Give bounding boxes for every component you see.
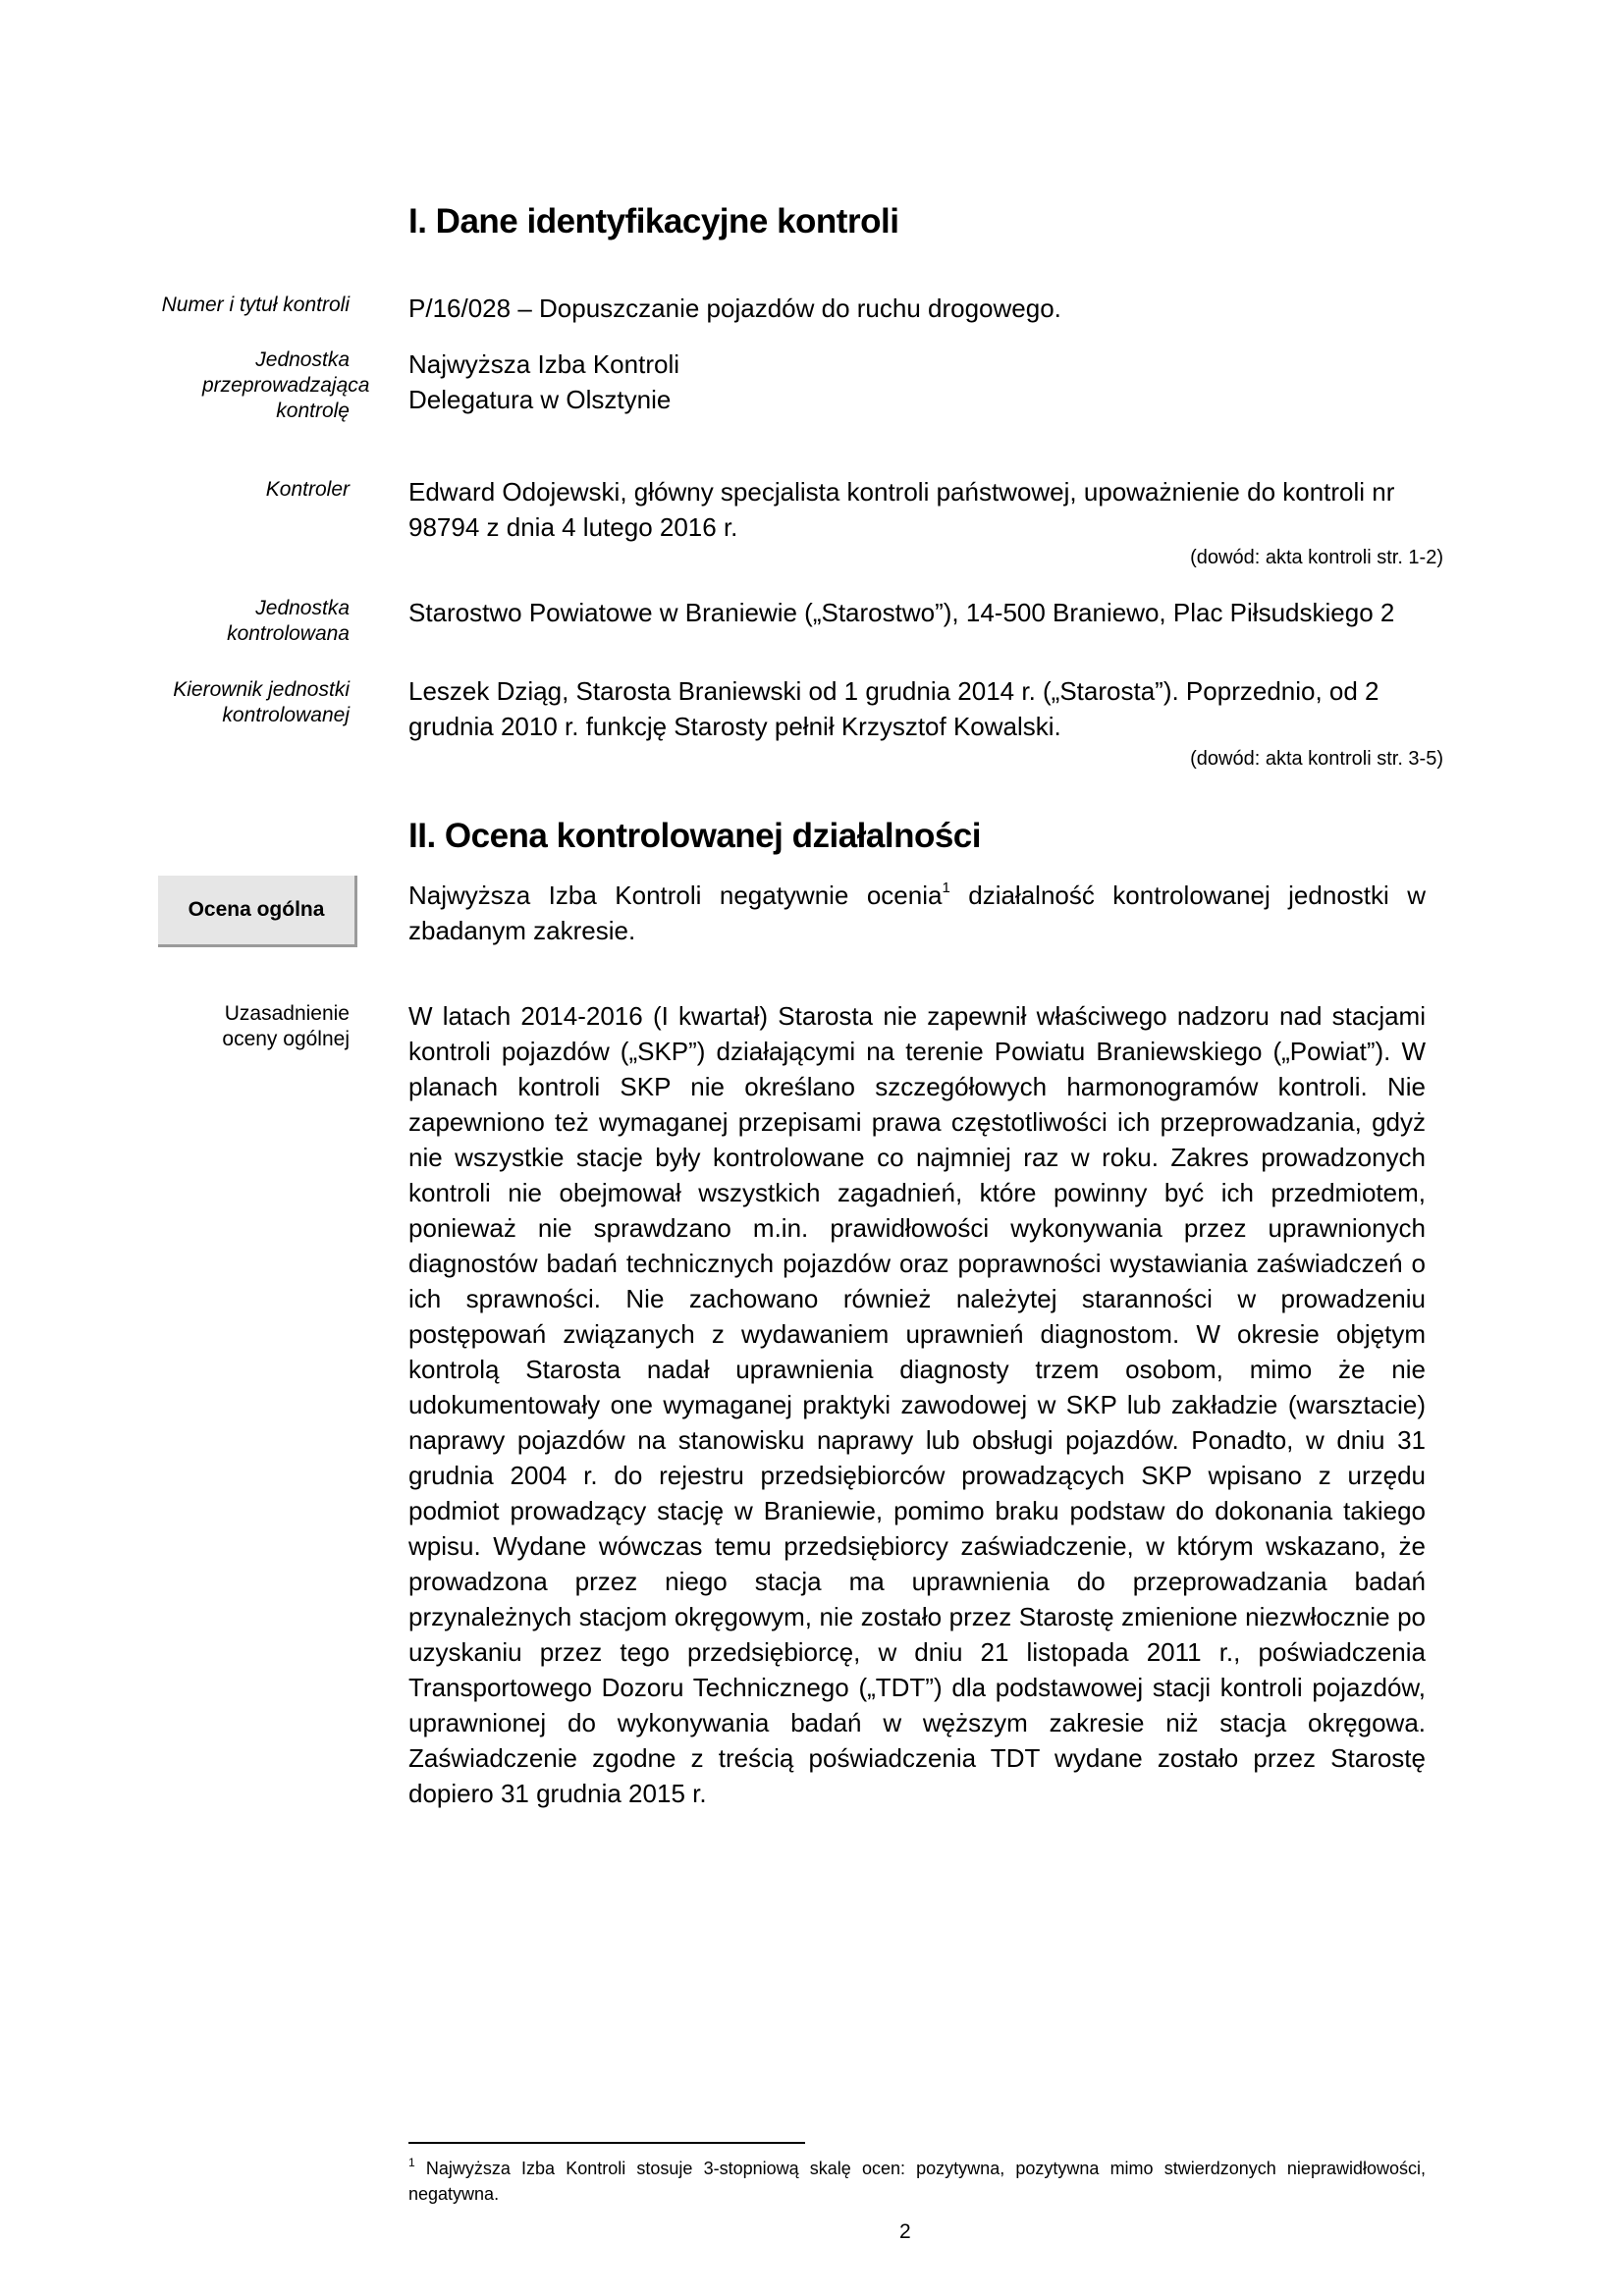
conducting-unit-line-1: Najwyższa Izba Kontroli — [408, 349, 679, 379]
evidence-note-1: (dowód: akta kontroli str. 1-2) — [1190, 547, 1443, 568]
label-control-number: Numer i tytuł kontroli — [161, 294, 350, 316]
footnote — [408, 2156, 1426, 2207]
footnote-reference: 1 — [942, 880, 950, 897]
overall-text-part-1: Najwyższa Izba Kontroli negatywnie ocenia — [408, 881, 943, 910]
label-controlled-unit: Jednostka kontrolowana — [227, 597, 350, 645]
label-unit-head: Kierownik jednostki kontrolowanej — [173, 678, 350, 726]
evidence-note-2: (dowód: akta kontroli str. 3-5) — [1190, 748, 1443, 770]
footnote-text: Najwyższa Izba Kontroli stosuje 3-stopniową skalę ocen: pozytywna, pozytywna mimo stwierdzonych nieprawidłowości, negatywna. — [408, 2159, 1426, 2204]
overall-assessment-label-box — [158, 876, 357, 947]
justification-text: W latach 2014-2016 (I kwartał) Starosta nie zapewnił właściwego nadzoru nad stacjami kontroli pojazdów („SKP”) działającymi na terenie Powiatu Braniewskiego („Powiat”). W planach kontroli SKP nie określano szczegółowych harmonogramów kontroli. Nie zapewniono też wymaganej przepisami prawa częstotliwości ich przeprowadzania, gdyż nie wszystkie stacje były kontrolowane co najmniej raz w roku. Zakres prowadzonych kontroli nie obejmował wszystkich zagadnień, które powinny być ich przedmiotem, ponieważ nie sprawdzano m.in. prawidłowości wykonywania przez uprawnionych diagnostów badań technicznych pojazdów oraz poprawności wystawiania zaświadczeń o ich sprawności. Nie zachowano również należytej staranności w prowadzeniu postępowań związanych z wydawaniem uprawnień diagnostom. W okresie objętym kontrolą Starosta nadał uprawnienia diagnosty trzem osobom, mimo że nie udokumentowały one wymaganej praktyki zawodowej w SKP lub zakładzie (warsztacie) naprawy pojazdów na stanowisku naprawy lub obsługi pojazdów. Ponadto, w dniu 31 grudnia 2004 r. do rejestru przedsiębiorców prowadzących SKP wpisano z urzędu podmiot prowadzący stację w Braniewie, pomimo braku podstaw do dokonania takiego wpisu. Wydane wówczas temu przedsiębiorcy zaświadczenie, w którym wskazano, że prowadzona przez niego stacja ma uprawnienia do przeprowadzania badań przynależnych stacjom okręgowym, nie zostało przez Starostę zmienione niezwłocznie po uzyskaniu przez tego przedsiębiorcę, w dniu 21 listopada 2011 r., poświadczenia Transportowego Dozoru Technicznego („TDT”) dla podstawowej stacji kontroli pojazdów, uprawnionej do wykonywania badań w węższym zakresie niż stacja okręgowa. Zaświadczenie zgodne z treścią poświadczenia TDT wydane zostało przez Starostę dopiero 31 grudnia 2015 r. — [408, 1001, 1426, 1808]
value-controlled-unit: Starostwo Powiatowe w Braniewie („Starostwo”), 14-500 Braniewo, Plac Piłsudskiego 2 — [408, 598, 1395, 627]
value-controller: Edward Odojewski, główny specjalista kontroli państwowej, upoważnienie do kontroli nr 98794 z dnia 4 lutego 2016 r. — [408, 477, 1395, 542]
label-controller: Kontroler — [265, 478, 350, 501]
overall-assessment-label: Ocena ogólna — [188, 898, 325, 921]
label-conducting-unit: Jednostka przeprowadzająca kontrolę — [202, 348, 370, 422]
value-conducting-unit — [408, 347, 1426, 417]
value-unit-head: Leszek Dziąg, Starosta Braniewski od 1 grudnia 2014 r. („Starosta”). Poprzednio, od 2 grudnia 2010 r. funkcję Starosty pełnił Krzysztof Kowalski. — [408, 676, 1379, 741]
overall-assessment-text — [408, 878, 1426, 948]
footnote-separator — [408, 2142, 805, 2144]
label-justification: Uzasadnienie oceny ogólnej — [222, 1002, 350, 1050]
overall-text-part-2: działalność kontrolowanej jednostki w zbadanym zakresie. — [408, 881, 1426, 945]
footnote-number: 1 — [408, 2156, 415, 2169]
conducting-unit-line-2: Delegatura w Olsztynie — [408, 385, 672, 414]
section-1-heading: I. Dane identyfikacyjne kontroli — [408, 202, 899, 240]
section-2-heading: II. Ocena kontrolowanej działalności — [408, 817, 981, 855]
page-number: 2 — [899, 2220, 911, 2243]
value-control-number: P/16/028 – Dopuszczanie pojazdów do ruchu drogowego. — [408, 294, 1061, 323]
